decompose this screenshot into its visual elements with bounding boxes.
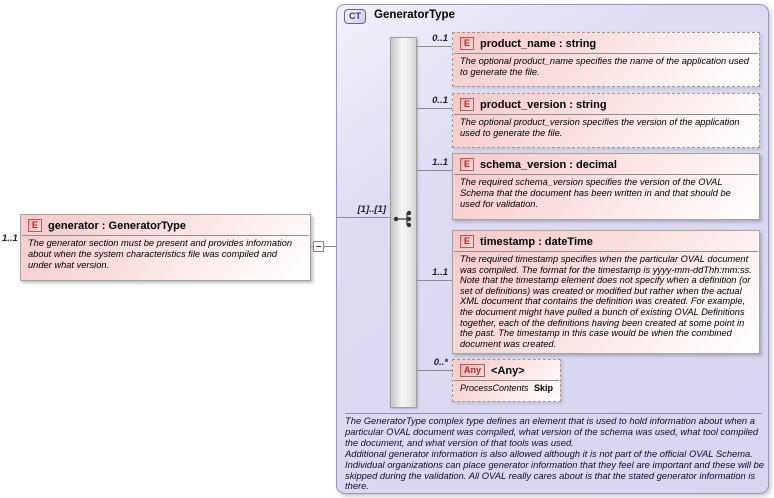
- generator-annotation: The generator section must be present and provides information about when the system characteristics file was compiled and under what version.: [28, 238, 293, 270]
- schema-version-element-box[interactable]: [452, 153, 760, 220]
- connector-line: [417, 46, 452, 47]
- element-header: [453, 360, 560, 379]
- timestamp-element-box[interactable]: [452, 230, 760, 354]
- annotation-paragraph: Additional generator information is also allowed although it is not part of the official OVAL Schema. Individual organizations can place generator information that they feel are important and these will be skipped during the validation. All OVAL really cares about is that the stated generator information is there.: [345, 447, 765, 492]
- connector-line: [417, 280, 452, 281]
- connector-line: [417, 108, 452, 109]
- timestamp-annotation: The required timestamp specifies when the particular OVAL document was compiled. The format for the timestamp is yyyy-mm-ddThh:mm:ss. Note that the timestamp element does not specify when a definition (or set of definitions) was created or modified but rather when the actual XML document that contains the definition was created. For example, the document might have pulled a bunch of existing OVAL Definitions together, each of the definitions having been created at some point in the past. The timestamp in this case would be when the combined document was created.: [460, 254, 752, 349]
- product-version-annotation: The optional product_version specifies the version of the application used to generate the file.: [460, 117, 740, 138]
- any-title: <Any>: [491, 364, 525, 377]
- generator-element-box[interactable]: [20, 214, 311, 281]
- process-contents-row: [453, 381, 560, 395]
- connector-line: [417, 370, 452, 371]
- element-badge-icon: E: [460, 158, 474, 171]
- connector-line: [337, 217, 390, 218]
- element-header: [453, 33, 759, 52]
- element-badge-icon: E: [460, 235, 474, 248]
- generator-header: [21, 215, 310, 234]
- element-header: [453, 94, 759, 113]
- child-cardinality: 0..1: [432, 95, 448, 106]
- product-name-element-box[interactable]: [452, 32, 760, 87]
- sequence-icon: [392, 209, 415, 229]
- minus-icon: [316, 246, 321, 247]
- generator-title: generator : GeneratorType: [48, 219, 186, 232]
- connector-line: [417, 170, 452, 171]
- child-cardinality: 0..*: [433, 357, 448, 368]
- schema-version-annotation: The required schema_version specifies the version of the OVAL Schema that the document has been written in and that should be used for validation.: [460, 177, 731, 209]
- generator-cardinality: 1..1: [2, 233, 18, 244]
- element-badge-icon: E: [460, 98, 474, 111]
- element-header: [453, 231, 759, 250]
- child-cardinality: 1..1: [432, 157, 448, 168]
- product-name-annotation: The optional product_name specifies the name of the application used to generate the file.: [460, 56, 749, 77]
- divider: [345, 413, 762, 414]
- timestamp-title: timestamp : dateTime: [480, 235, 593, 248]
- annotation-paragraph: The GeneratorType complex type defines an element that is used to hold information about when a particular OVAL document was compiled, what version of the schema was used, what tool compiled the document, and what version of that tools was used.: [345, 415, 759, 448]
- element-header: [453, 154, 759, 173]
- sequence-cardinality: [1]..[1]: [357, 204, 386, 215]
- product-name-title: product_name : string: [480, 37, 597, 50]
- complextype-title: GeneratorType: [374, 9, 455, 21]
- process-contents-label: ProcessContents: [460, 383, 529, 393]
- child-cardinality: 1..1: [432, 267, 448, 278]
- any-badge-icon: Any: [460, 364, 485, 377]
- collapse-toggle[interactable]: [313, 241, 324, 252]
- product-version-element-box[interactable]: [452, 93, 760, 148]
- any-element-box[interactable]: [452, 359, 561, 402]
- product-version-title: product_version : string: [480, 98, 607, 111]
- process-contents-value: Skip: [533, 383, 553, 393]
- schema-version-title: schema_version : decimal: [480, 158, 617, 171]
- child-cardinality: 0..1: [432, 33, 448, 44]
- generatortype-annotation: [345, 416, 764, 492]
- complextype-badge-icon: CT: [344, 9, 366, 24]
- element-badge-icon: E: [460, 37, 474, 50]
- element-badge-icon: E: [28, 219, 42, 232]
